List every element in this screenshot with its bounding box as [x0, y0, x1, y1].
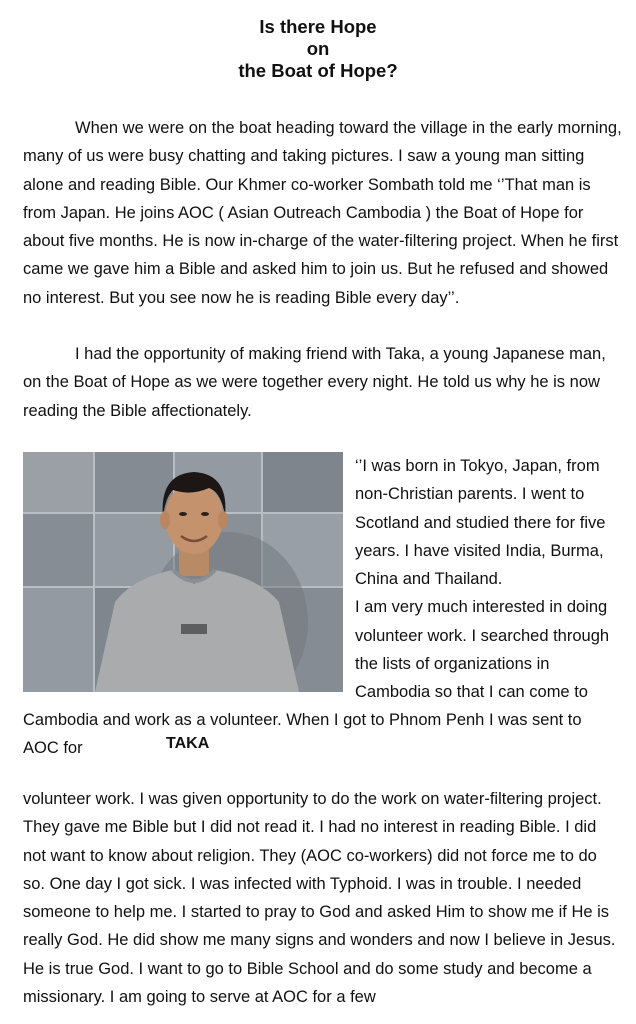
- paragraph-3: volunteer work. I was given opportunity to do the work on water-filtering project. They gave me Bible but I did not read it. I had no interest in reading Bible. I did not want to know about religion. They (AOC co-workers) did not force me to do so. One day I got sick. I was infected with Typhoid. I was in trouble. I needed someone to help me. I started to pray to God and asked Him to show me if He is really God. He did show me many signs and wonders and now I believe in Jesus. He is true God. I want to go to Bible School and do some study and become a missionary. I am going to serve at AOC for a few: [23, 790, 616, 1007]
- taka-photo: [23, 452, 343, 692]
- side-text-part-2: I am very much interested in doing volunteer work. I searched through the lists of organizations in Cambodia so that I can come to: [355, 598, 610, 702]
- wrap-line: Cambodia and work as a volunteer. When I got to Phnom Penh I was sent to: [23, 711, 582, 729]
- portrait-illustration: [23, 452, 343, 692]
- title-line-3: the Boat of Hope?: [238, 60, 398, 81]
- article-title: [0, 16, 636, 82]
- side-text: [355, 452, 625, 707]
- paragraph-1: When we were on the boat heading toward the village in the early morning, many of us were busy chatting and taking pictures. I saw a young man sitting alone and reading Bible. Our Khmer co-worker Sombath told me ‘’That man is from Japan. He joins AOC ( Asian Outreach Cambodia ) the Boat of Hope for about five months. He is now in-charge of the water-filtering project. When he first came we gave him a Bible and asked him to join us. But he refused and showed no interest. But you see now he is reading Bible every day’’.: [23, 119, 622, 307]
- title-line-2: on: [306, 38, 330, 59]
- title-line-1: Is there Hope: [259, 16, 377, 37]
- paragraph-2: I had the opportunity of making friend with Taka, a young Japanese man, on the Boat of Hope as we were together every night. He told us why he is now reading the Bible affectionately.: [23, 345, 606, 420]
- wrap-line-2: AOC for: [23, 739, 83, 757]
- side-text-part-1: ‘’I was born in Tokyo, Japan, from non-Christian parents. I went to Scotland and studied there for five years. I have visited India, Burma, China and Thailand.: [355, 457, 606, 589]
- photo-caption: TAKA: [166, 735, 210, 752]
